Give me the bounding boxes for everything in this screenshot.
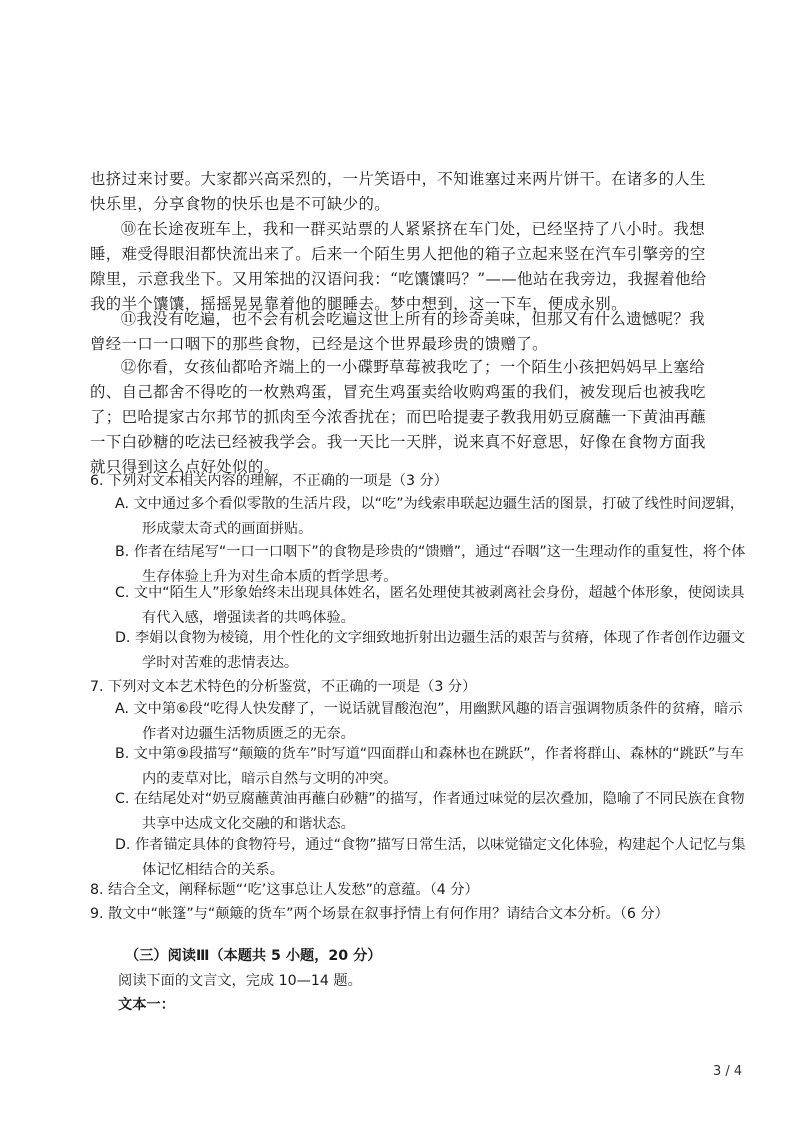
question-6-stem: 6. 下列对文本相关内容的理解，不正确的一项是（3 分） — [90, 473, 448, 489]
question-7-option-a: A. 文中第⑥段“吃得人快发酵了，一说话就冒酸泡泡”，用幽默风趣的语言强调物质条件的贫瘠，暗示作者对边疆生活物质匮乏的无奈。 — [115, 701, 743, 742]
question-9: 9. 散文中“帐篷”与“颠簸的货车”两个场景在叙事抒情上有何作用？请结合文本分析。（6 分） — [90, 906, 669, 922]
section-3-title: （三）阅读Ⅲ（本题共 5 小题，20 分） — [125, 948, 382, 964]
passage-paragraph-10: ⑩在长途夜班车上，我和一群买站票的人紧紧挤在车门处，已经坚持了八小时。我想睡，难受得眼泪都快流出来了。后来一个陌生男人把他的箱子立起来竖在汽车引擎旁的空隙里，示意我坐下。又用笨拙的汉语问我：“吃馕馕吗？”——他站在我旁边，我握着他给我的半个馕馕，摇摇晃晃靠着他的腿睡去。梦中想到，这一下车，便成永别。 — [90, 220, 707, 313]
passage-paragraph-12: ⑫你看，女孩仙都哈齐端上的一小碟野草莓被我吃了；一个陌生小孩把妈妈早上塞给的、自己都舍不得吃的一枚熟鸡蛋，冒充生鸡蛋卖给收购鸡蛋的我们，被发现后也被我吃了；巴哈提家古尔邦节的抓肉至今浓香扰在；而巴哈提妻子教我用奶豆腐蘸一下黄油再蘸一下白砂糖的吃法已经被我学会。我一天比一天胖，说来真不好意思，好像在食物方面我就只得到这么点好处似的。 — [90, 358, 706, 476]
question-6-option-a: A. 文中通过多个看似零散的生活片段，以“吃”为线索串联起边疆生活的图景，打破了线性时间逻辑，形成蒙太奇式的画面拼贴。 — [115, 496, 745, 537]
page-number: 3 / 4 — [713, 1064, 743, 1079]
section-3-instruction: 阅读下面的文言文，完成 10—14 题。 — [118, 973, 362, 989]
passage-paragraph-continued: 也挤过来讨要。大家都兴高采烈的，一片笑语中，不知谁塞过来两片饼干。在诸多的人生快乐里，分享食物的快乐也是不可缺少的。 — [90, 170, 706, 213]
question-6-option-b: B. 作者在结尾写“一口一口咽下”的食物是珍贵的“馈赠”，通过“吞咽”这一生理动作的重复性，将个体生存体验上升为对生命本质的哲学思考。 — [115, 544, 746, 585]
question-7-stem: 7. 下列对文本艺术特色的分析鉴赏，不正确的一项是（3 分） — [90, 679, 477, 695]
question-6-option-c: C. 文中“陌生人”形象始终未出现具体姓名，匿名处理使其被剥离社会身份，超越个体形象，使阅读具有代入感，增强读者的共鸣体验。 — [115, 585, 745, 626]
text-one-label: 文本一： — [118, 997, 175, 1013]
question-7-option-c: C. 在结尾处对“奶豆腐蘸黄油再蘸白砂糖”的描写，作者通过味觉的层次叠加，隐喻了不同民族在食物共享中达成文化交融的和谐状态。 — [115, 791, 745, 832]
question-6-option-d: D. 李娟以食物为棱镜，用个性化的文字细致地折射出边疆生活的艰苦与贫瘠，体现了作者创作边疆文学时对苦难的悲情表达。 — [115, 630, 746, 671]
question-7-option-d: D. 作者锚定具体的食物符号，通过“食物”描写日常生活，以味觉锚定文化体验，构建起个人记忆与集体记忆相结合的关系。 — [115, 837, 746, 878]
question-8: 8. 结合全文，阐释标题“‘吃’这事总让人发愁”的意蕴。（4 分） — [90, 882, 479, 898]
passage-paragraph-11: ⑪我没有吃遍，也不会有机会吃遍这世上所有的珍奇美味，但那又有什么遗憾呢？我曾经一口一口咽下的那些食物，已经是这个世界最珍贵的馈赠了。 — [90, 310, 706, 353]
question-7-option-b: B. 文中第⑨段描写“颠簸的货车”时写道“四面群山和森林也在跳跃”，作者将群山、森林的“跳跃”与车内的麦草对比，暗示自然与文明的冲突。 — [115, 746, 744, 787]
